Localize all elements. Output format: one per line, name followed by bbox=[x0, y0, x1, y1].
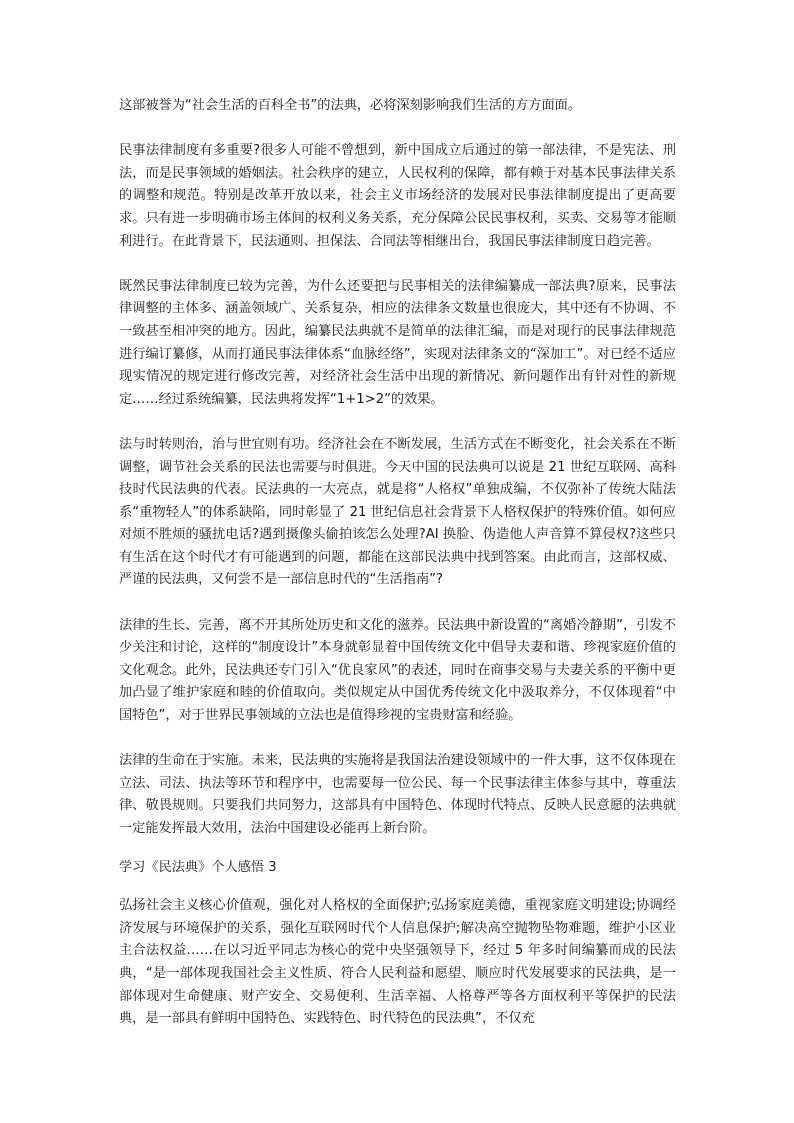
paragraph-1: 这部被誉为“社会生活的百科全书”的法典，必将深刻影响我们生活的方方面面。 bbox=[119, 98, 582, 113]
paragraph-5: 法律的生长、完善，离不开其所处历史和文化的滋养。民法典中新设置的“离婚冷静期”，引发不少关注和讨论，这样的“制度设计”本身就彰显着中国传统文化中倡导夫妻和谐、珍视家庭价值的文化观念。此外，民法典还专门引入“优良家风”的表述，同时在商事交易与夫妻关系的平衡中更加凸显了维护家庭和睦的价值取向。类似规定从中国优秀传统文化中汲取养分，不仅体现着“中国特色”，对于世界民事领域的立法也是值得珍视的宝贵财富和经验。 bbox=[119, 617, 676, 724]
paragraph-4: 法与时转则治，治与世宜则有功。经济社会在不断发展，生活方式在不断变化，社会关系在不断调整，调节社会关系的民法也需要与时俱进。今天中国的民法典可以说是 21 世纪互联网、高科技时代民法典的代表。民法典的一大亮点，就是将“人格权”单独成编，不仅弥补了传统大陆法系“重物轻人”的体系缺陷，同时彰显了 21 世纪信息社会背景下人格权保护的特殊价值。如何应对烦不胜烦的骚扰电话?遇到摄像头偷拍该怎么处理?AI 换脸、伪造他人声音算不算侵权?这些只有生活在这个时代才有可能遇到的问题，都能在这部民法典中找到答案。由此而言，这部权威、严谨的民法典，又何尝不是一部信息时代的“生活指南”? bbox=[119, 436, 676, 588]
paragraph-7: 弘扬社会主义核心价值观，强化对人格权的全面保护;弘扬家庭美德，重视家庭文明建设;协调经济发展与环境保护的关系，强化互联网时代个人信息保护;解决高空抛物坠物难题，维护小区业主合法权益……在以习近平同志为核心的党中央坚强领导下，经过 5 年多时间编纂而成的民法典，“是一部体现我国社会主义性质、符合人民利益和愿望、顺应时代发展要求的民法典，是一部体现对生命健康、财产安全、交易便利、生活幸福、人格尊严等各方面权利平等保护的民法典，是一部具有鲜明中国特色、实践特色、时代特色的民法典”，不仅充 bbox=[119, 898, 676, 1027]
document-body bbox=[119, 95, 676, 1031]
paragraph-3: 既然民事法律制度已较为完善，为什么还要把与民事相关的法律编纂成一部法典?原来，民事法律调整的主体多、涵盖领域广、关系复杂，相应的法律条文数量也很庞大，其中还有不协调、不一致甚至相冲突的地方。因此，编纂民法典就不是简单的法律汇编，而是对现行的民事法律规范进行编订纂修，从而打通民事法律体系“血脉经络”，实现对法律条文的“深加工”。对已经不适应现实情况的规定进行修改完善，对经济社会生活中出现的新情况、新问题作出有针对性的新规定……经过系统编纂，民法典将发挥“1+1>2”的效果。 bbox=[119, 278, 676, 407]
paragraph-6: 法律的生命在于实施。未来，民法典的实施将是我国法治建设领域中的一件大事，这不仅体现在立法、司法、执法等环节和程序中，也需要每一位公民、每一个民事法律主体参与其中，尊重法律、敬畏规则。只要我们共同努力，这部具有中国特色、体现时代特点、反映人民意愿的法典就一定能发挥最大效用，法治中国建设必能再上新台阶。 bbox=[119, 753, 676, 836]
section-heading: 学习《民法典》个人感悟 3 bbox=[119, 859, 277, 875]
paragraph-2: 民事法律制度有多重要?很多人可能不曾想到，新中国成立后通过的第一部法律，不是宪法、刑法，而是民事领域的婚姻法。社会秩序的建立，人民权利的保障，都有赖于对基本民事法律关系的调整和规范。特别是改革开放以来，社会主义市场经济的发展对民事法律制度提出了更高要求。只有进一步明确市场主体间的权利义务关系，充分保障公民民事权利，买卖、交易等才能顺利进行。在此背景下，民法通则、担保法、合同法等相继出台，我国民事法律制度日趋完善。 bbox=[119, 143, 676, 249]
